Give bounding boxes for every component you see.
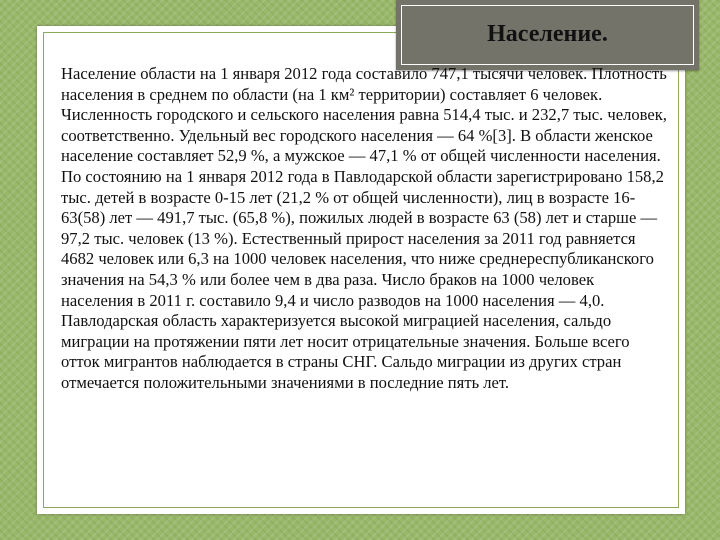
slide-panel	[37, 20, 685, 514]
body-text: Население области на 1 января 2012 года составило 747,1 тысячи человек. Плотность населения в среднем по области (на 1 км² территории) составляет 6 человек. Численность городского и сельского населения равна 514,4 тыс. и 232,7 тыс. человек, соответственно. Удельный вес городского населения — 64 %[3]. В области женское население составляет 52,9 %, а мужское — 47,1 % от общей численности населения. По состоянию на 1 января 2012 года в Павлодарской области зарегистрировано 158,2 тыс. детей в возрасте 0-15 лет (21,2 % от общей численности), лиц в возрасте 16-63(58) лет — 491,7 тыс. (65,8 %), пожилых людей в возрасте 63 (58) лет и старше — 97,2 тыс. человек (13 %). Естественный прирост населения за 2011 год равняется 4682 человек или 6,3 на 1000 человек населения, что ниже среднереспубликанского значения на 54,3 % или более чем в два раза. Число браков на 1000 человек населения в 2011 г. составило 9,4 и число разводов на 1000 населения — 4,0. Павлодарская область характеризуется высокой миграцией населения, сальдо миграции на протяжении пяти лет носит отрицательные значения. Больше всего отток мигрантов наблюдается в страны СНГ. Сальдо миграции из других стран отмечается положительными значениями в последние пять лет.	[61, 64, 667, 392]
slide-title: Население.	[487, 20, 608, 47]
title-box	[396, 0, 699, 70]
